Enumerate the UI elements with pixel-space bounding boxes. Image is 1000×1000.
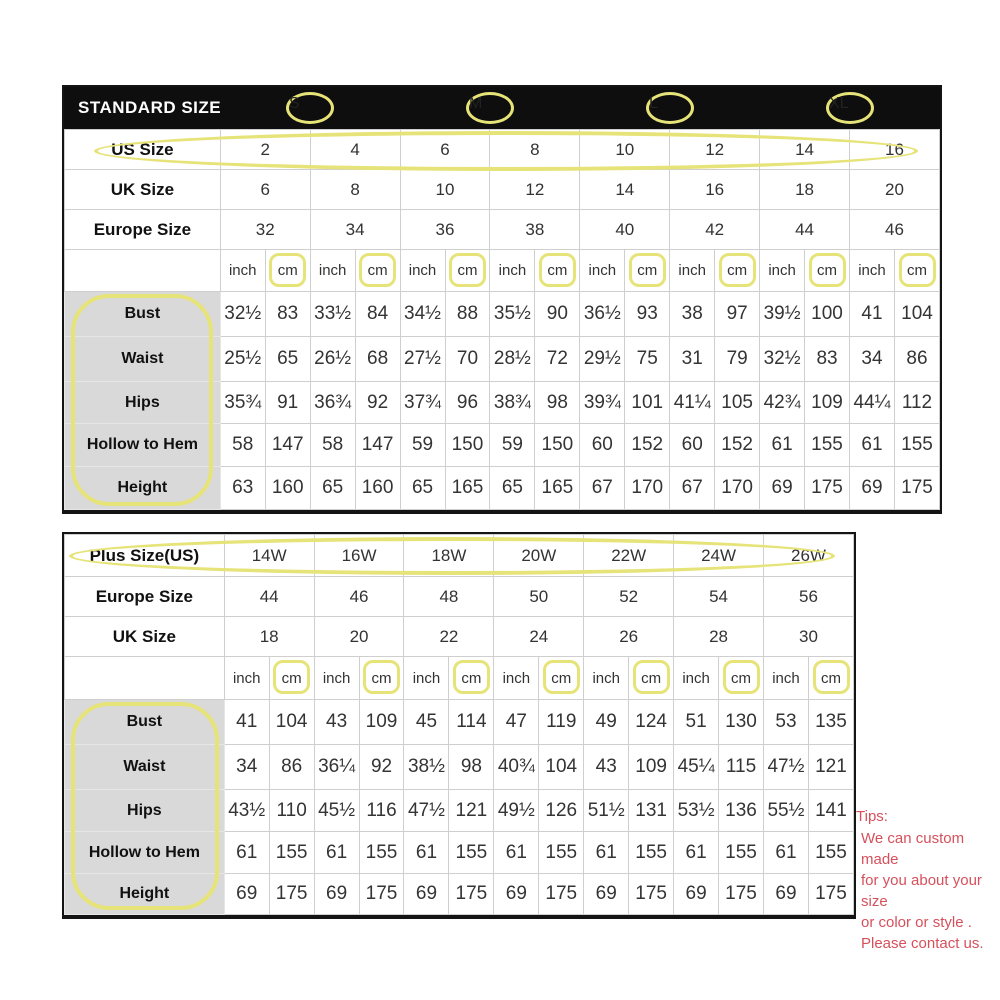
measure-value-cell: 101 bbox=[625, 382, 670, 424]
measure-value-cell: 32½ bbox=[760, 337, 805, 382]
measure-value-cell: 45¼ bbox=[674, 745, 719, 790]
measure-value-cell: 160 bbox=[265, 467, 310, 510]
measure-value-cell: 55½ bbox=[763, 790, 808, 832]
size-row bbox=[65, 617, 854, 657]
measure-value-cell: 36¾ bbox=[310, 382, 355, 424]
measure-value-cell: 49 bbox=[584, 700, 629, 745]
unit-row bbox=[65, 250, 940, 292]
row-label: Europe Size bbox=[65, 210, 221, 250]
measure-value-cell: 47½ bbox=[763, 745, 808, 790]
measure-value-cell: 61 bbox=[494, 832, 539, 874]
measure-value-cell: 38 bbox=[670, 292, 715, 337]
unit-cell: cm bbox=[449, 657, 494, 700]
tips-line: or color or style . bbox=[861, 914, 972, 931]
unit-cell: cm bbox=[805, 250, 850, 292]
size-value-cell: 26 bbox=[584, 617, 674, 657]
measure-value-cell: 65 bbox=[310, 467, 355, 510]
unit-cell: cm bbox=[625, 250, 670, 292]
measure-value-cell: 69 bbox=[584, 874, 629, 915]
measure-value-cell: 65 bbox=[400, 467, 445, 510]
measure-value-cell: 40¾ bbox=[494, 745, 539, 790]
measure-value-cell: 58 bbox=[310, 424, 355, 467]
size-value-cell: 50 bbox=[494, 577, 584, 617]
unit-cell: inch bbox=[763, 657, 808, 700]
measure-value-cell: 45 bbox=[404, 700, 449, 745]
measure-value-cell: 155 bbox=[805, 424, 850, 467]
measure-label: Height bbox=[65, 467, 221, 510]
size-value-cell: 10 bbox=[400, 170, 490, 210]
measure-value-cell: 147 bbox=[355, 424, 400, 467]
size-value-cell: 40 bbox=[580, 210, 670, 250]
measure-value-cell: 165 bbox=[445, 467, 490, 510]
measure-value-cell: 175 bbox=[269, 874, 314, 915]
measure-value-cell: 69 bbox=[760, 467, 805, 510]
measure-value-cell: 105 bbox=[715, 382, 760, 424]
empty-corner-cell bbox=[65, 250, 221, 292]
measure-value-cell: 112 bbox=[894, 382, 939, 424]
measure-value-cell: 84 bbox=[355, 292, 400, 337]
measure-value-cell: 65 bbox=[490, 467, 535, 510]
measure-value-cell: 68 bbox=[355, 337, 400, 382]
measure-row bbox=[65, 700, 854, 745]
measure-value-cell: 69 bbox=[224, 874, 269, 915]
measure-value-cell: 79 bbox=[715, 337, 760, 382]
unit-cell: cm bbox=[355, 250, 400, 292]
measure-value-cell: 26½ bbox=[310, 337, 355, 382]
measure-value-cell: 39½ bbox=[760, 292, 805, 337]
size-value-cell: 16 bbox=[850, 130, 940, 170]
unit-cell: cm bbox=[445, 250, 490, 292]
size-row bbox=[65, 535, 854, 577]
standard-size-grid bbox=[64, 129, 940, 510]
measure-value-cell: 69 bbox=[674, 874, 719, 915]
size-row bbox=[65, 577, 854, 617]
measure-value-cell: 150 bbox=[445, 424, 490, 467]
measure-value-cell: 43 bbox=[314, 700, 359, 745]
measure-value-cell: 121 bbox=[808, 745, 853, 790]
measure-value-cell: 34½ bbox=[400, 292, 445, 337]
unit-cell: inch bbox=[760, 250, 805, 292]
measure-value-cell: 38½ bbox=[404, 745, 449, 790]
unit-cell: inch bbox=[580, 250, 625, 292]
measure-value-cell: 170 bbox=[625, 467, 670, 510]
measure-value-cell: 88 bbox=[445, 292, 490, 337]
unit-cell: cm bbox=[535, 250, 580, 292]
measure-label: Waist bbox=[65, 745, 225, 790]
size-group-label: S bbox=[289, 95, 300, 112]
standard-size-table bbox=[62, 85, 942, 514]
measure-value-cell: 69 bbox=[314, 874, 359, 915]
measure-value-cell: 90 bbox=[535, 292, 580, 337]
measure-value-cell: 47 bbox=[494, 700, 539, 745]
measure-value-cell: 43 bbox=[584, 745, 629, 790]
unit-cell: inch bbox=[670, 250, 715, 292]
measure-value-cell: 96 bbox=[445, 382, 490, 424]
measure-row bbox=[65, 745, 854, 790]
measure-value-cell: 175 bbox=[805, 467, 850, 510]
size-value-cell: 44 bbox=[760, 210, 850, 250]
unit-cell: inch bbox=[400, 250, 445, 292]
unit-cell: cm bbox=[629, 657, 674, 700]
plus-size-grid bbox=[64, 534, 854, 915]
measure-value-cell: 31 bbox=[670, 337, 715, 382]
unit-cell: cm bbox=[539, 657, 584, 700]
measure-value-cell: 97 bbox=[715, 292, 760, 337]
unit-cell: inch bbox=[674, 657, 719, 700]
size-value-cell: 38 bbox=[490, 210, 580, 250]
measure-value-cell: 33½ bbox=[310, 292, 355, 337]
measure-value-cell: 155 bbox=[629, 832, 674, 874]
measure-value-cell: 115 bbox=[719, 745, 764, 790]
unit-cell: inch bbox=[220, 250, 265, 292]
measure-value-cell: 152 bbox=[625, 424, 670, 467]
measure-value-cell: 34 bbox=[850, 337, 895, 382]
size-value-cell: 44 bbox=[224, 577, 314, 617]
circle-annotation-s bbox=[286, 92, 334, 124]
measure-value-cell: 93 bbox=[625, 292, 670, 337]
circle-annotation-m bbox=[466, 92, 514, 124]
measure-row bbox=[65, 790, 854, 832]
measure-value-cell: 155 bbox=[269, 832, 314, 874]
measure-value-cell: 41 bbox=[850, 292, 895, 337]
measure-value-cell: 109 bbox=[359, 700, 404, 745]
unit-cell: cm bbox=[808, 657, 853, 700]
measure-value-cell: 175 bbox=[894, 467, 939, 510]
measure-value-cell: 42¾ bbox=[760, 382, 805, 424]
size-value-cell: 46 bbox=[850, 210, 940, 250]
measure-row bbox=[65, 337, 940, 382]
measure-value-cell: 155 bbox=[894, 424, 939, 467]
measure-value-cell: 131 bbox=[629, 790, 674, 832]
measure-label: Bust bbox=[65, 292, 221, 337]
measure-value-cell: 175 bbox=[359, 874, 404, 915]
size-value-cell: 18 bbox=[224, 617, 314, 657]
measure-label: Hips bbox=[65, 790, 225, 832]
measure-value-cell: 121 bbox=[449, 790, 494, 832]
size-value-cell: 22W bbox=[584, 535, 674, 577]
measure-value-cell: 165 bbox=[535, 467, 580, 510]
measure-value-cell: 92 bbox=[355, 382, 400, 424]
measure-value-cell: 141 bbox=[808, 790, 853, 832]
size-value-cell: 18W bbox=[404, 535, 494, 577]
measure-value-cell: 61 bbox=[404, 832, 449, 874]
unit-cell: inch bbox=[494, 657, 539, 700]
size-value-cell: 16W bbox=[314, 535, 404, 577]
size-value-cell: 22 bbox=[404, 617, 494, 657]
measure-value-cell: 61 bbox=[674, 832, 719, 874]
size-value-cell: 34 bbox=[310, 210, 400, 250]
measure-value-cell: 70 bbox=[445, 337, 490, 382]
size-value-cell: 14 bbox=[760, 130, 850, 170]
measure-value-cell: 119 bbox=[539, 700, 584, 745]
size-value-cell: 2 bbox=[220, 130, 310, 170]
unit-row bbox=[65, 657, 854, 700]
size-value-cell: 52 bbox=[584, 577, 674, 617]
measure-value-cell: 69 bbox=[850, 467, 895, 510]
measure-label: Waist bbox=[65, 337, 221, 382]
measure-value-cell: 72 bbox=[535, 337, 580, 382]
measure-value-cell: 155 bbox=[539, 832, 584, 874]
row-label: Plus Size(US) bbox=[65, 535, 225, 577]
row-label: UK Size bbox=[65, 617, 225, 657]
measure-value-cell: 152 bbox=[715, 424, 760, 467]
size-value-cell: 4 bbox=[310, 130, 400, 170]
size-group-label: XL bbox=[829, 95, 849, 112]
measure-value-cell: 32½ bbox=[220, 292, 265, 337]
measure-label: Height bbox=[65, 874, 225, 915]
measure-value-cell: 61 bbox=[763, 832, 808, 874]
measure-value-cell: 59 bbox=[400, 424, 445, 467]
size-value-cell: 24W bbox=[674, 535, 764, 577]
size-value-cell: 20 bbox=[850, 170, 940, 210]
measure-value-cell: 100 bbox=[805, 292, 850, 337]
measure-value-cell: 51 bbox=[674, 700, 719, 745]
measure-value-cell: 39¾ bbox=[580, 382, 625, 424]
measure-row bbox=[65, 874, 854, 915]
measure-value-cell: 58 bbox=[220, 424, 265, 467]
size-value-cell: 6 bbox=[400, 130, 490, 170]
measure-row bbox=[65, 832, 854, 874]
standard-size-header-bar bbox=[64, 87, 940, 129]
measure-value-cell: 67 bbox=[580, 467, 625, 510]
size-value-cell: 28 bbox=[674, 617, 764, 657]
measure-value-cell: 37¾ bbox=[400, 382, 445, 424]
unit-cell: inch bbox=[404, 657, 449, 700]
unit-cell: cm bbox=[359, 657, 404, 700]
size-value-cell: 16 bbox=[670, 170, 760, 210]
size-value-cell: 24 bbox=[494, 617, 584, 657]
unit-cell: inch bbox=[310, 250, 355, 292]
measure-value-cell: 63 bbox=[220, 467, 265, 510]
measure-value-cell: 160 bbox=[355, 467, 400, 510]
measure-value-cell: 175 bbox=[629, 874, 674, 915]
measure-value-cell: 51½ bbox=[584, 790, 629, 832]
measure-value-cell: 28½ bbox=[490, 337, 535, 382]
size-value-cell: 36 bbox=[400, 210, 490, 250]
size-value-cell: 6 bbox=[220, 170, 310, 210]
measure-value-cell: 116 bbox=[359, 790, 404, 832]
measure-value-cell: 104 bbox=[269, 700, 314, 745]
measure-value-cell: 175 bbox=[449, 874, 494, 915]
measure-value-cell: 86 bbox=[894, 337, 939, 382]
unit-cell: inch bbox=[850, 250, 895, 292]
size-value-cell: 30 bbox=[763, 617, 853, 657]
measure-value-cell: 124 bbox=[629, 700, 674, 745]
measure-value-cell: 69 bbox=[494, 874, 539, 915]
tips-title: Tips: bbox=[856, 808, 888, 825]
measure-value-cell: 25½ bbox=[220, 337, 265, 382]
measure-row bbox=[65, 292, 940, 337]
measure-row bbox=[65, 467, 940, 510]
size-value-cell: 32 bbox=[220, 210, 310, 250]
measure-value-cell: 69 bbox=[763, 874, 808, 915]
measure-value-cell: 45½ bbox=[314, 790, 359, 832]
measure-value-cell: 60 bbox=[580, 424, 625, 467]
measure-value-cell: 27½ bbox=[400, 337, 445, 382]
size-value-cell: 20 bbox=[314, 617, 404, 657]
measure-value-cell: 114 bbox=[449, 700, 494, 745]
row-label: Europe Size bbox=[65, 577, 225, 617]
measure-value-cell: 86 bbox=[269, 745, 314, 790]
measure-value-cell: 49½ bbox=[494, 790, 539, 832]
measure-value-cell: 170 bbox=[715, 467, 760, 510]
measure-label: Hips bbox=[65, 382, 221, 424]
tips-line: We can custom made bbox=[861, 830, 965, 868]
measure-value-cell: 44¼ bbox=[850, 382, 895, 424]
size-value-cell: 20W bbox=[494, 535, 584, 577]
measure-value-cell: 53½ bbox=[674, 790, 719, 832]
measure-value-cell: 36¼ bbox=[314, 745, 359, 790]
size-value-cell: 14W bbox=[224, 535, 314, 577]
measure-value-cell: 35½ bbox=[490, 292, 535, 337]
size-row bbox=[65, 210, 940, 250]
unit-cell: cm bbox=[715, 250, 760, 292]
unit-cell: inch bbox=[224, 657, 269, 700]
plus-size-table bbox=[62, 532, 856, 919]
measure-value-cell: 175 bbox=[719, 874, 764, 915]
measure-value-cell: 126 bbox=[539, 790, 584, 832]
measure-label: Bust bbox=[65, 700, 225, 745]
measure-value-cell: 47½ bbox=[404, 790, 449, 832]
circle-annotation-xl bbox=[826, 92, 874, 124]
measure-value-cell: 61 bbox=[224, 832, 269, 874]
measure-value-cell: 38¾ bbox=[490, 382, 535, 424]
size-value-cell: 12 bbox=[670, 130, 760, 170]
size-group-label: M bbox=[469, 95, 483, 112]
size-value-cell: 54 bbox=[674, 577, 764, 617]
measure-value-cell: 136 bbox=[719, 790, 764, 832]
measure-value-cell: 155 bbox=[719, 832, 764, 874]
unit-cell: inch bbox=[584, 657, 629, 700]
tips-note bbox=[856, 806, 1000, 954]
measure-value-cell: 83 bbox=[265, 292, 310, 337]
measure-value-cell: 155 bbox=[808, 832, 853, 874]
unit-cell: cm bbox=[269, 657, 314, 700]
measure-value-cell: 65 bbox=[265, 337, 310, 382]
measure-value-cell: 59 bbox=[490, 424, 535, 467]
size-value-cell: 10 bbox=[580, 130, 670, 170]
measure-value-cell: 83 bbox=[805, 337, 850, 382]
measure-row bbox=[65, 424, 940, 467]
measure-value-cell: 75 bbox=[625, 337, 670, 382]
unit-cell: cm bbox=[894, 250, 939, 292]
measure-value-cell: 109 bbox=[629, 745, 674, 790]
measure-value-cell: 67 bbox=[670, 467, 715, 510]
size-value-cell: 48 bbox=[404, 577, 494, 617]
empty-corner-cell bbox=[65, 657, 225, 700]
measure-value-cell: 69 bbox=[404, 874, 449, 915]
size-group-label: L bbox=[649, 95, 658, 112]
measure-label: Hollow to Hem bbox=[65, 424, 221, 467]
measure-value-cell: 130 bbox=[719, 700, 764, 745]
measure-value-cell: 109 bbox=[805, 382, 850, 424]
size-value-cell: 14 bbox=[580, 170, 670, 210]
measure-label: Hollow to Hem bbox=[65, 832, 225, 874]
measure-value-cell: 41¼ bbox=[670, 382, 715, 424]
row-label: US Size bbox=[65, 130, 221, 170]
size-row bbox=[65, 170, 940, 210]
measure-value-cell: 150 bbox=[535, 424, 580, 467]
measure-value-cell: 175 bbox=[808, 874, 853, 915]
measure-value-cell: 43½ bbox=[224, 790, 269, 832]
size-value-cell: 8 bbox=[490, 130, 580, 170]
tips-line: for you about your size bbox=[861, 872, 982, 910]
measure-value-cell: 36½ bbox=[580, 292, 625, 337]
measure-value-cell: 175 bbox=[539, 874, 584, 915]
measure-value-cell: 34 bbox=[224, 745, 269, 790]
size-row bbox=[65, 130, 940, 170]
measure-value-cell: 155 bbox=[359, 832, 404, 874]
measure-value-cell: 147 bbox=[265, 424, 310, 467]
measure-value-cell: 29½ bbox=[580, 337, 625, 382]
measure-value-cell: 92 bbox=[359, 745, 404, 790]
measure-value-cell: 155 bbox=[449, 832, 494, 874]
measure-value-cell: 61 bbox=[850, 424, 895, 467]
size-value-cell: 26W bbox=[763, 535, 853, 577]
unit-cell: inch bbox=[490, 250, 535, 292]
measure-value-cell: 98 bbox=[449, 745, 494, 790]
tips-line: Please contact us. bbox=[861, 935, 984, 952]
measure-value-cell: 98 bbox=[535, 382, 580, 424]
measure-value-cell: 61 bbox=[760, 424, 805, 467]
measure-value-cell: 104 bbox=[539, 745, 584, 790]
measure-value-cell: 60 bbox=[670, 424, 715, 467]
circle-annotation-l bbox=[646, 92, 694, 124]
measure-value-cell: 53 bbox=[763, 700, 808, 745]
measure-value-cell: 110 bbox=[269, 790, 314, 832]
size-value-cell: 42 bbox=[670, 210, 760, 250]
unit-cell: inch bbox=[314, 657, 359, 700]
measure-value-cell: 61 bbox=[584, 832, 629, 874]
measure-row bbox=[65, 382, 940, 424]
measure-value-cell: 35¾ bbox=[220, 382, 265, 424]
size-value-cell: 8 bbox=[310, 170, 400, 210]
measure-value-cell: 61 bbox=[314, 832, 359, 874]
row-label: UK Size bbox=[65, 170, 221, 210]
size-value-cell: 56 bbox=[763, 577, 853, 617]
size-value-cell: 12 bbox=[490, 170, 580, 210]
unit-cell: cm bbox=[719, 657, 764, 700]
measure-value-cell: 104 bbox=[894, 292, 939, 337]
unit-cell: cm bbox=[265, 250, 310, 292]
size-value-cell: 18 bbox=[760, 170, 850, 210]
measure-value-cell: 41 bbox=[224, 700, 269, 745]
measure-value-cell: 91 bbox=[265, 382, 310, 424]
size-value-cell: 46 bbox=[314, 577, 404, 617]
measure-value-cell: 135 bbox=[808, 700, 853, 745]
standard-size-title: STANDARD SIZE bbox=[78, 98, 222, 117]
